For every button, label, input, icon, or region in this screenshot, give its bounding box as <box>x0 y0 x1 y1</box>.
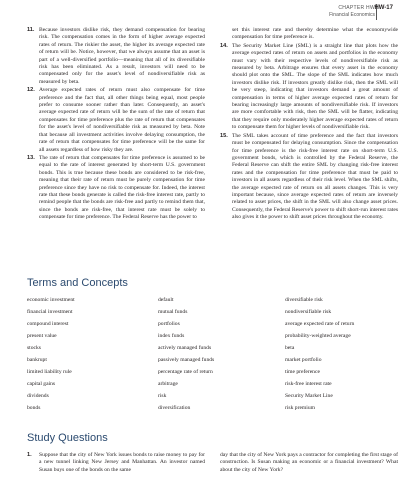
summary-item <box>27 87 205 154</box>
chapter-label: CHAPTER HW <box>338 5 375 11</box>
term: probability-weighted average <box>285 333 351 339</box>
terms-row <box>27 297 397 308</box>
page-number: HW-17 <box>374 5 393 11</box>
term: index funds <box>158 333 185 339</box>
item-number: 13. <box>27 154 35 161</box>
summary-right-column <box>220 27 398 223</box>
summary-left-column <box>27 27 205 223</box>
running-header <box>273 4 393 26</box>
study-question-item <box>27 452 205 474</box>
term: mutual funds <box>158 309 188 315</box>
term: financial investment <box>27 309 73 315</box>
chapter-subtitle: Financial Economics <box>329 12 375 18</box>
term: stocks <box>27 345 41 351</box>
study-question-continued <box>220 452 398 474</box>
item-text: Suppose that the city of New York issues bonds to raise money to pay for a new tunnel linking New Jersey and Manhattan. An investor named Susan buys one of the bonds on the same <box>39 452 205 473</box>
term: average expected rate of return <box>285 321 355 327</box>
term: passively managed funds <box>158 357 215 363</box>
term: bonds <box>27 405 41 411</box>
term: actively managed funds <box>158 345 212 351</box>
item-text: The Security Market Line (SML) is a straight line that plots how the average expected rates of return on assets and portfolios in the economy must vary with their respective levels of nondiversifiable risk as measured by beta. Arbitrage ensures that every asset in the economy should plot onto the SML. The slope of the SML indicates how much investors dislike risk. If investors greatly dislike risk, then the SML will be very steep, indicating that investors demand a great amount of compensation in terms of higher average expected rates of return for bearing increasingly large amounts of nondiversifiable risk. If investors are more comfortable with risk, then the SML will be flatter, indicating that they require only moderately higher average expected rates of return to compensate them for higher levels of nondiversifiable risk. <box>232 42 398 131</box>
item-text: The SML takes account of time preference and the fact that investors must be compensated for delaying consumption. Since the compensation for time preference is the risk-free interest rate on short-term U.S. government bonds, which is controlled by the Federal Reserve, the Federal Reserve can shift the entire SML by changing risk-free interest rates and the compensation for time preference that must be paid to investors in all assets regardless of their risk level. When the SML shifts, the average expected rate of return on all assets changes. This is very important because, since average expected rates of return are inversely related to asset prices, the shift in the SML will also change asset prices. Consequently, the Federal Reserve's power to shift short-run interest rates also gives it the power to shift asset prices throughout the economy. <box>232 132 398 221</box>
item-text: set this interest rate and thereby determine what the economywide compensation for time preference is. <box>232 27 398 41</box>
item-text: Average expected rates of return must also compensate for time preference and the fact that, all other things being equal, most people prefer to consume sooner rather than later. Consequently, an asset's average expected rate of return will be the sum of the rate of return that compensates for time preference plus the rate of return that compensates for the asset's level of nondiversifiable risk as measured by beta. Note that because all investment activities involve delaying consumption, the rate of return that compensates for time preference will be the same for all assets regardless of how risky they are. <box>39 87 205 153</box>
summary-item <box>220 43 398 132</box>
term: diversification <box>158 405 191 411</box>
term: Security Market Line <box>285 393 333 399</box>
term: risk premium <box>285 405 315 411</box>
terms-row <box>27 369 397 380</box>
study-question <box>27 452 205 475</box>
summary-item <box>220 133 398 222</box>
terms-row <box>27 309 397 320</box>
item-number: 11. <box>27 27 35 33</box>
summary-item <box>27 155 205 222</box>
term: nondiversifiable risk <box>285 309 332 315</box>
terms-row <box>27 357 397 368</box>
item-number: 14. <box>220 42 228 49</box>
terms-row <box>27 333 397 344</box>
term: portfolios <box>158 321 180 327</box>
term: compound interest <box>27 321 69 327</box>
terms-row <box>27 405 397 416</box>
item-text: day that the city of New York pays a contractor for completing the first stage of construction. Is Susan making an economic or a financial investment? What about the city of New York? <box>220 452 398 473</box>
term: present value <box>27 333 57 339</box>
term: diversifiable risk <box>285 297 323 303</box>
item-text: The rate of return that compensates for time preference is assumed to be equal to the rate of interest generated by short-term U.S. government bonds. This is true because these bonds are considered to be risk-free, meaning that their rate of return must be purely compensation for time preference since they have no risk to compensate for. Indeed, the interest rate that these bonds generate is called the risk-free interest rate, partly to remind people that the bonds are risk-free and partly to remind them that, since the bonds are risk-free, that interest rate must be solely to compensate for time preference. The Federal Reserve has the power to <box>39 154 205 221</box>
terms-row <box>27 345 397 356</box>
study-questions-heading: Study Questions <box>27 432 108 444</box>
term: capital gains <box>27 381 56 387</box>
term: risk <box>158 393 167 399</box>
term: arbitrage <box>158 381 178 387</box>
term: bankrupt <box>27 357 47 363</box>
term: economic investment <box>27 297 75 303</box>
term: percentage rate of return <box>158 369 213 375</box>
item-number: 15. <box>220 132 228 139</box>
terms-row <box>27 381 397 392</box>
summary-item <box>220 27 398 42</box>
terms-heading: Terms and Concepts <box>27 277 128 289</box>
term: beta <box>285 345 295 351</box>
terms-row <box>27 321 397 332</box>
item-number: 12. <box>27 87 35 94</box>
terms-row <box>27 393 397 404</box>
summary-item <box>27 27 205 86</box>
term: time preference <box>285 369 320 375</box>
term: limited liability rule <box>27 369 72 375</box>
term: dividends <box>27 393 49 399</box>
term: market portfolio <box>285 357 322 363</box>
term: risk-free interest rate <box>285 381 332 387</box>
term: default <box>158 297 174 303</box>
item-number: 1. <box>27 452 32 458</box>
item-text: Because investors dislike risk, they demand compensation for bearing risk. The compensation comes in the form of higher average expected rates of return. The riskier the asset, the higher its average expected rate of return will be. Notice, however, that we always assume that an asset is part of a well-diversified portfolio—meaning that all of its diversifiable risk has been eliminated. As a result, investors will need to be compensated only for the asset's level of nondiversifiable risk as measured by beta. <box>39 27 205 85</box>
